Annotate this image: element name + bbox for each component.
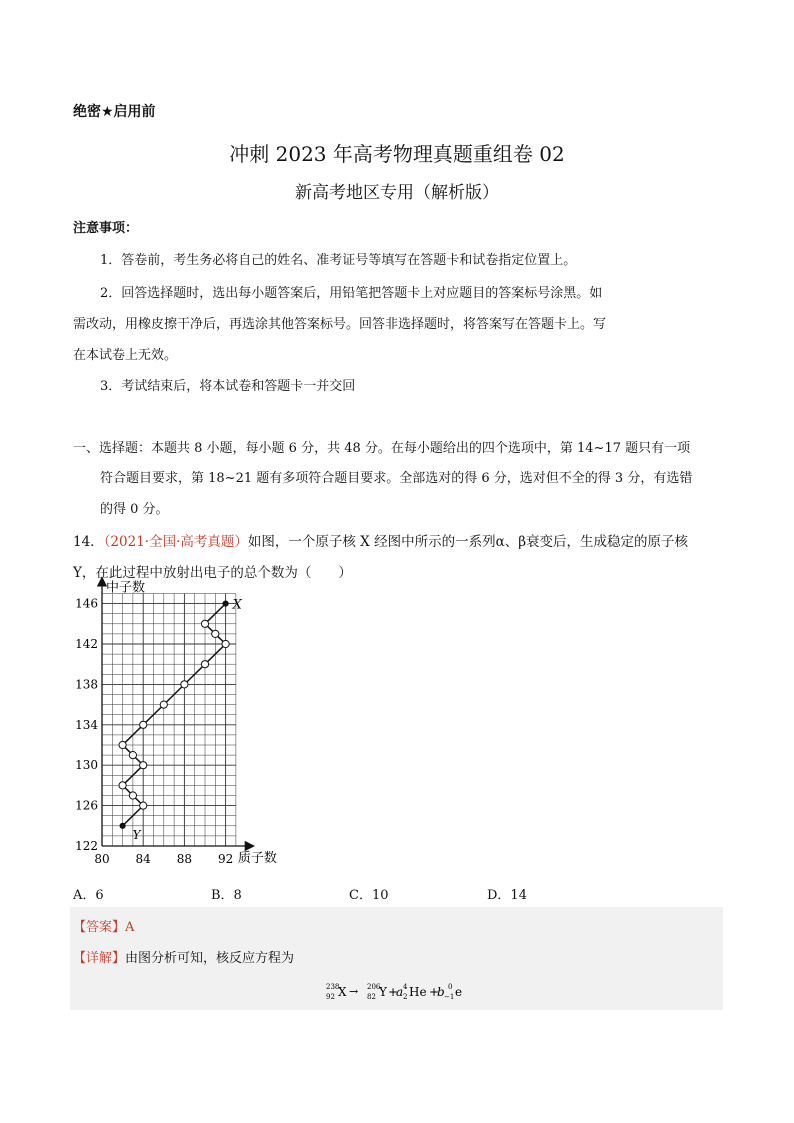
- question-14-line-2: Y，在此过程中放射出电子的总个数为（ ）: [73, 565, 352, 581]
- x-mass-number: 238: [326, 983, 340, 991]
- notice-item-2-line-2: 需改动，用橡皮擦干净后，再选涂其他答案标号。回答非选择题时，将答案写在答题卡上。写: [73, 317, 607, 332]
- nucleus-point: [120, 823, 125, 828]
- x-tick-label: 80: [94, 852, 110, 866]
- he-symbol: He: [409, 985, 427, 999]
- decay-point: [119, 782, 126, 789]
- y-tick-label: 134: [75, 717, 98, 732]
- page-title: 冲刺 2023 年高考物理真题重组卷 02: [229, 142, 565, 166]
- section-instructions-line-2: 符合题目要求，第 18~21 题有多项符合题目要求。全部选对的得 6 分，选对但不全的得 3 分，有选错: [100, 471, 693, 486]
- y-tick-label: 142: [75, 637, 98, 651]
- decay-point: [222, 640, 229, 647]
- x-symbol: X: [338, 985, 347, 999]
- decay-point: [129, 752, 136, 759]
- x-atomic-number: 92: [326, 993, 335, 1001]
- decay-point: [201, 620, 208, 627]
- nucleus-point: [223, 601, 228, 606]
- answer-label: 【答案】: [73, 920, 126, 935]
- coef-a: a: [396, 985, 404, 999]
- option-d[interactable]: D．14: [487, 888, 527, 903]
- x-tick-label: 88: [176, 852, 193, 866]
- option-b[interactable]: B．8: [211, 888, 242, 903]
- question-text-1: 如图，一个原子核 X 经图中所示的一系列α、β衰变后，生成稳定的原子核: [247, 534, 689, 550]
- decay-point: [201, 661, 208, 668]
- x-axis-label: 质子数: [237, 851, 277, 866]
- decay-point: [129, 792, 136, 799]
- arrow: →: [349, 985, 359, 998]
- section-instructions-line-1: 一、选择题：本题共 8 小题，每小题 6 分，共 48 分。在每小题给出的四个选项中，第 14~17 题只有一项: [73, 441, 691, 456]
- secret-label: 绝密★启用前: [73, 104, 156, 120]
- detail-text: 由图分析可知，核反应方程为: [125, 951, 295, 966]
- notice-heading: 注意事项：: [73, 221, 139, 236]
- decay-point: [212, 630, 219, 637]
- option-a[interactable]: A．6: [73, 888, 104, 903]
- y-atomic-number: 82: [367, 993, 376, 1001]
- decay-point: [181, 681, 188, 688]
- detail-label: 【详解】: [73, 951, 126, 966]
- plus-1: +: [388, 985, 399, 999]
- y-tick-label: 138: [75, 677, 98, 692]
- nucleus-y-label: Y: [132, 827, 141, 842]
- y-tick-label: 146: [75, 596, 98, 611]
- notice-item-3: 3．考试结束后，将本试卷和答题卡一并交回: [100, 379, 356, 394]
- x-tick-label: 92: [217, 852, 234, 866]
- y-symbol: Y: [379, 985, 387, 999]
- y-mass-number: 206: [367, 983, 381, 991]
- section-instructions-line-3: 的得 0 分。: [100, 502, 169, 517]
- decay-point: [140, 762, 147, 769]
- x-tick-label: 84: [135, 852, 151, 866]
- question-14-line-1: [73, 530, 688, 550]
- y-axis-label: 中子数: [106, 580, 146, 596]
- notice-item-1: 1．答卷前，考生务必将自己的姓名、准考证号等填写在答题卡和试卷指定位置上。: [100, 253, 577, 268]
- notice-item-2-line-1: 2．回答选择题时，选出每小题答案后，用铅笔把答题卡上对应题目的答案标号涂黑。如: [100, 286, 603, 301]
- detail-line: [73, 947, 294, 966]
- decay-point: [160, 701, 167, 708]
- y-tick-label: 126: [75, 798, 98, 813]
- e-symbol: e: [455, 985, 463, 999]
- decay-chart: [72, 580, 302, 872]
- option-c[interactable]: C．10: [349, 888, 389, 903]
- question-source: （2021·全国·高考真题）: [103, 534, 248, 550]
- decay-point: [119, 741, 126, 748]
- e-mass-number: 0: [448, 983, 453, 991]
- answer-value: A: [125, 920, 135, 935]
- plus-2: +: [429, 985, 440, 999]
- nucleus-x-label: X: [232, 597, 242, 613]
- y-tick-label: 130: [75, 758, 98, 773]
- he-mass-number: 4: [403, 983, 408, 991]
- notice-item-2-line-3: 在本试卷上无效。: [73, 348, 178, 363]
- answer-line: [73, 916, 134, 935]
- question-number: 14．: [73, 534, 104, 550]
- decay-point: [140, 802, 147, 809]
- page-subtitle: 新高考地区专用（解析版）: [295, 183, 499, 203]
- decay-point: [140, 721, 147, 728]
- coef-b: b: [437, 985, 445, 999]
- he-atomic-number: 2: [403, 993, 408, 1001]
- e-atomic-number: −1: [444, 993, 455, 1001]
- nuclear-equation: [317, 978, 477, 1006]
- y-tick-label: 122: [75, 839, 98, 853]
